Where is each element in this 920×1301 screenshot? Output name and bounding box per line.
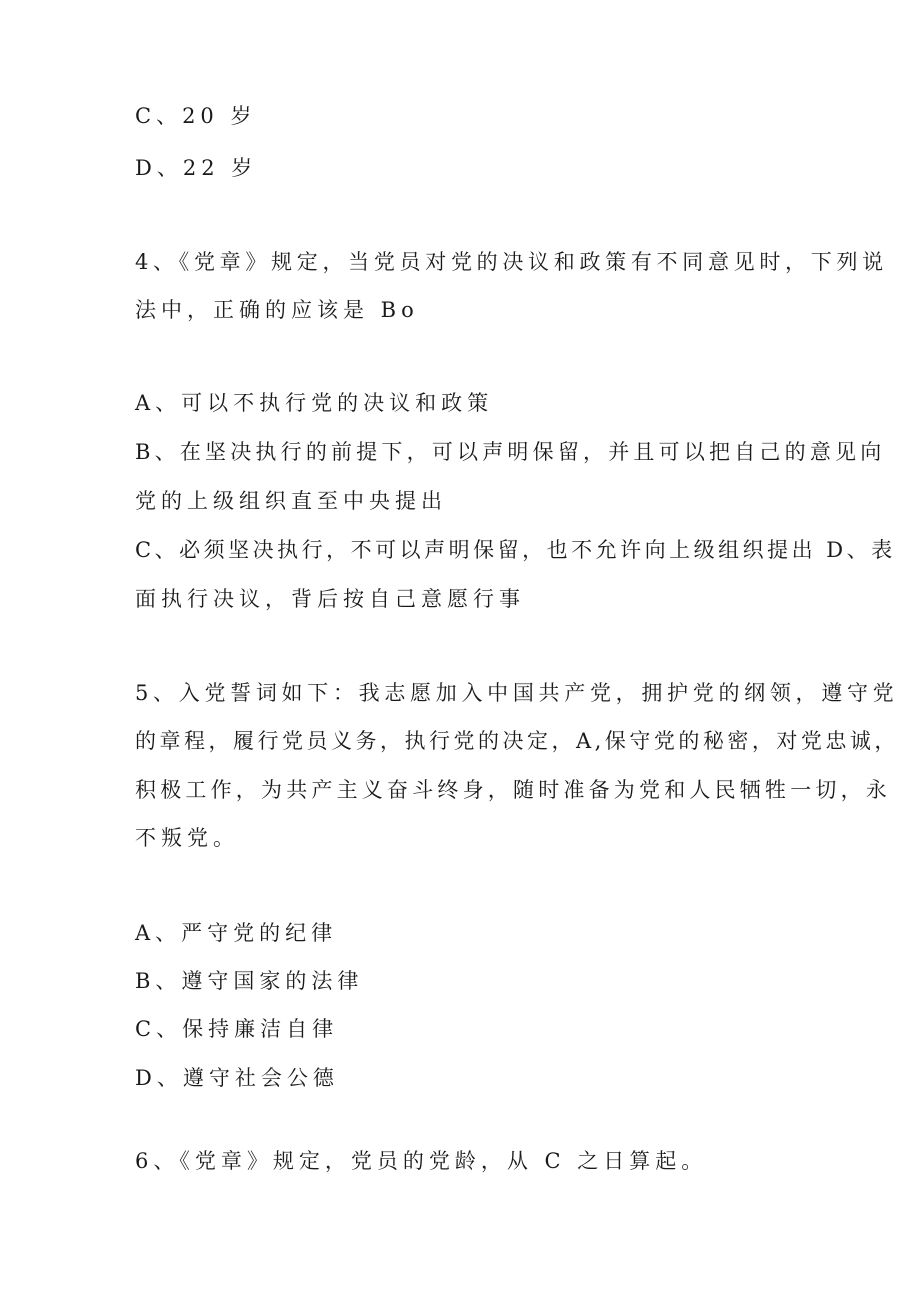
q5-option-b: B、遵守国家的法律 — [135, 969, 364, 993]
q4-stem-line-1: 4、《党章》规定，当党员对党的决议和政策有不同意见时，下列说 — [135, 250, 888, 274]
q4-stem-line-2: 法中，正确的应该是 Bo — [135, 298, 419, 322]
q5-stem-line-1: 5、入党誓词如下：我志愿加入中国共产党，拥护党的纲领，遵守党 — [135, 681, 899, 705]
q5-option-c: C、保持廉洁自律 — [135, 1017, 339, 1041]
q4-option-b-line-2: 党的上级组织直至中央提出 — [135, 489, 447, 513]
q4-option-c-line-1: C、必须坚决执行，不可以声明保留，也不允许向上级组织提出 D、表 — [135, 538, 896, 562]
q6-stem-line-1: 6、《党章》规定，党员的党龄，从 C 之日算起。 — [135, 1149, 708, 1173]
q5-option-a: A、严守党的纪律 — [135, 921, 338, 945]
q5-stem-line-2: 的章程，履行党员义务，执行党的决定，A,保守党的秘密，对党忠诚， — [135, 729, 899, 753]
q4-option-a: A、可以不执行党的决议和政策 — [135, 391, 494, 415]
q5-stem-line-4: 不叛党。 — [135, 826, 239, 850]
q5-option-d: D、遵守社会公德 — [135, 1066, 339, 1090]
q5-stem-line-3: 积极工作，为共产主义奋斗终身，随时准备为党和人民牺牲一切，永 — [135, 778, 891, 802]
q3-option-d: D、22 岁 — [135, 156, 258, 180]
q3-option-c: C、20 岁 — [135, 104, 257, 128]
q4-option-c-line-2: 面执行决议，背后按自己意愿行事 — [135, 587, 525, 611]
q4-option-b-line-1: B、在坚决执行的前提下，可以声明保留，并且可以把自己的意见向 — [135, 440, 886, 464]
